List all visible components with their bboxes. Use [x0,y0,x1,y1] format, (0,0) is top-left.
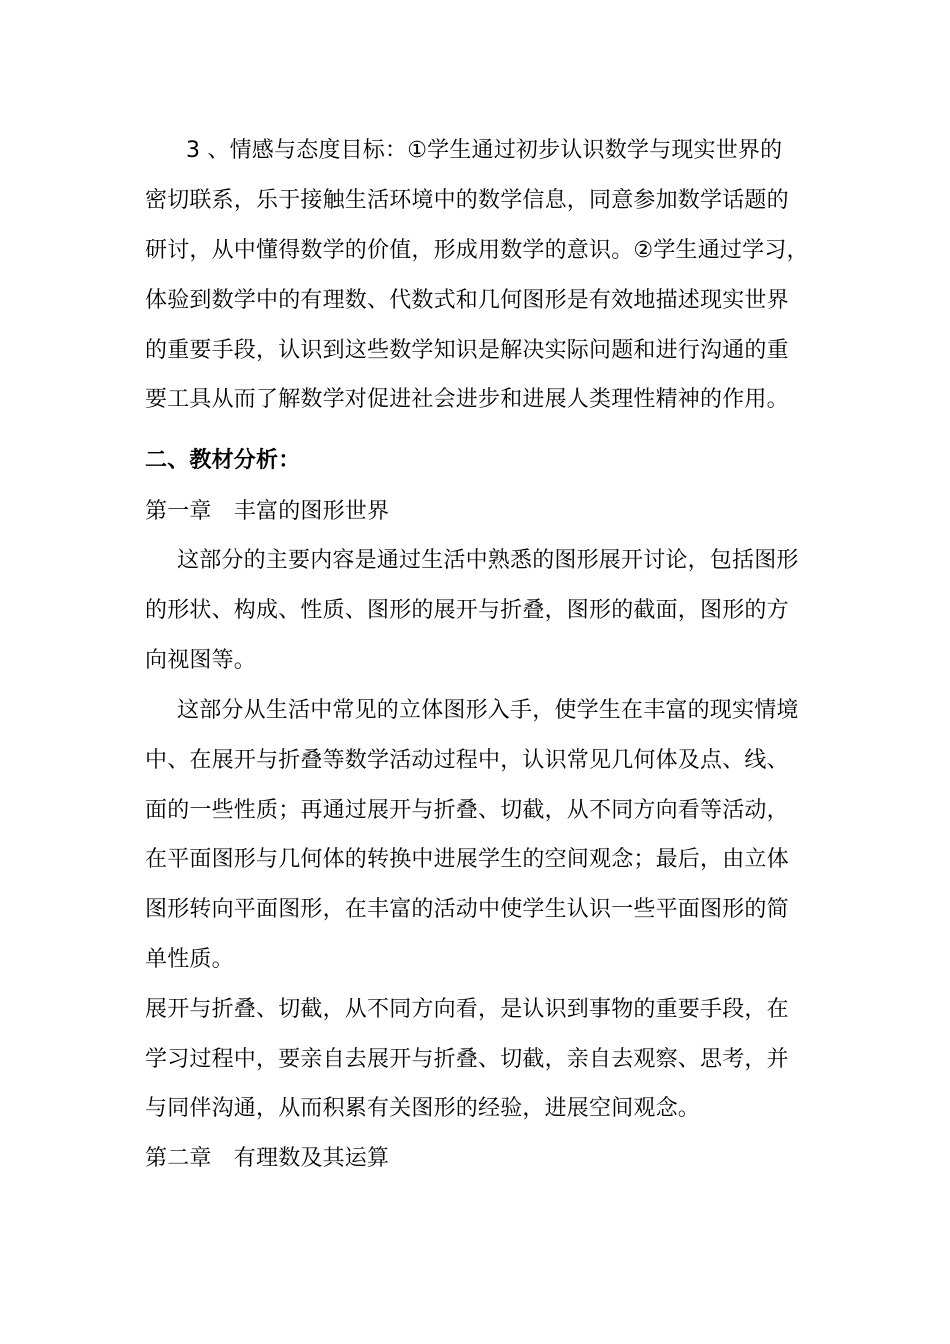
chapter1-para2-line-5: 图形转向平面图形，在丰富的活动中使学生认识一些平面图形的简 [145,897,789,922]
goal-line-3: 研讨，从中懂得数学的价值，形成用数学的意识。②学生通过学习， [145,238,809,263]
chapter1-para3-line-1: 展开与折叠、切截，从不同方向看，是认识到事物的重要手段，在 [145,997,789,1022]
chapter1-para1-line-1: 这部分的主要内容是通过生活中熟悉的图形展开讨论，包括图形 [177,548,799,573]
chapter1-para3-line-2: 学习过程中，要亲自去展开与折叠、切截，亲自去观察、思考，并 [145,1047,789,1072]
chapter1-para1-line-2: 的形状、构成、性质、图形的展开与折叠，图形的截面，图形的方 [145,598,789,623]
goal-line-2: 密切联系，乐于接触生活环境中的数学信息，同意参加数学话题的 [145,188,789,213]
chapter1-para3-line-3: 与同伴沟通，从而积累有关图形的经验，进展空间观念。 [145,1096,701,1121]
chapter1-para2-line-4: 在平面图形与几何体的转换中进展学生的空间观念；最后，由立体 [145,847,789,872]
goal-line-4: 体验到数学中的有理数、代数式和几何图形是有效地描述现实世界 [145,288,789,313]
chapter1-para1-line-3: 向视图等。 [145,648,257,673]
chapter1-para2-line-2: 中、在展开与折叠等数学活动过程中，认识常见几何体及点、线、 [145,748,789,773]
chapter1-title: 第一章 丰富的图形世界 [145,499,390,524]
chapter1-para2-line-6: 单性质。 [145,947,234,972]
section-heading: 二、教材分析： [145,448,301,473]
chapter2-title: 第二章 有理数及其运算 [145,1146,390,1171]
chapter1-para2-line-3: 面的一些性质；再通过展开与折叠、切截，从不同方向看等活动， [145,798,789,823]
chapter1-para2-line-1: 这部分从生活中常见的立体图形入手，使学生在丰富的现实情境 [177,698,799,723]
goal-line-1: 3 、情感与态度目标：①学生通过初步认识数学与现实世界的 [186,138,783,163]
goal-line-5: 的重要手段，认识到这些数学知识是解决实际问题和进行沟通的重 [145,338,789,363]
goal-line-6: 要工具从而了解数学对促进社会进步和进展人类理性精神的作用。 [145,387,789,412]
